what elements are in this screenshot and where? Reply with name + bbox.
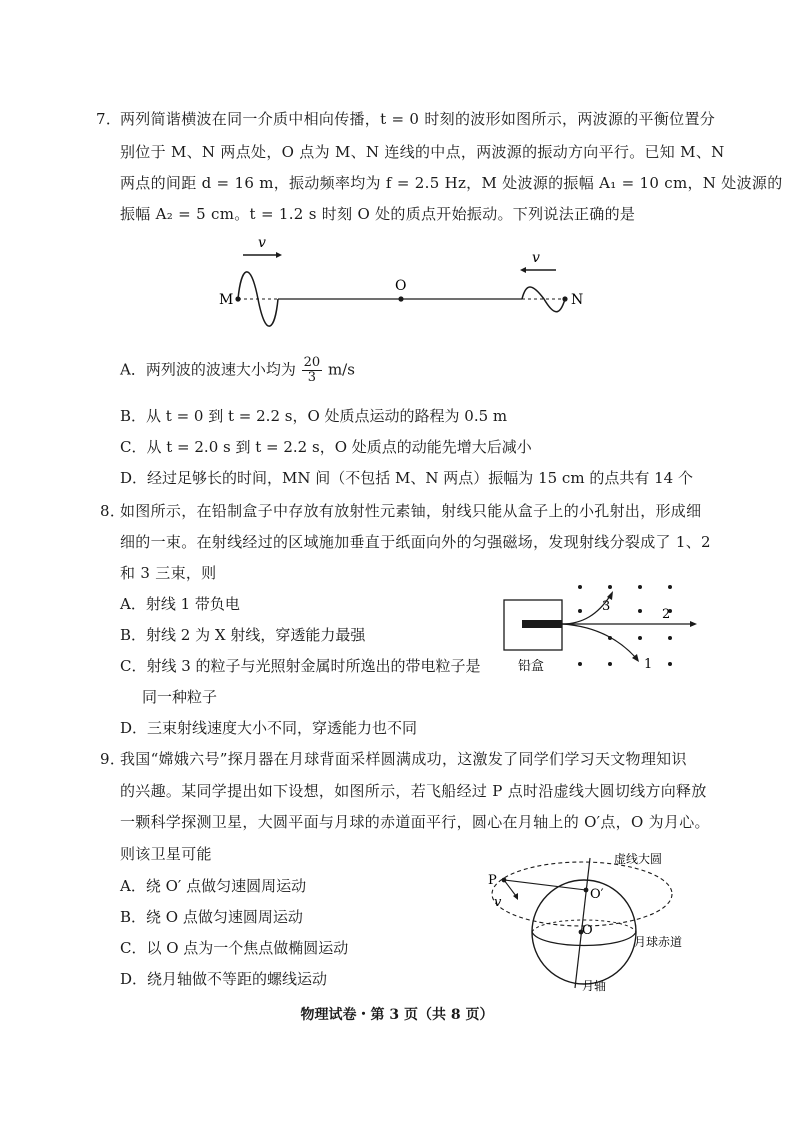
q7-option-D: D．经过足够长的时间，MN 间（不包括 M、N 两点）振幅为 15 cm 的点共有 14 个	[120, 469, 693, 487]
q7-v-right: v	[532, 250, 540, 266]
q9-number: 9．	[100, 750, 126, 768]
q7-number: 7．	[96, 110, 122, 128]
q9-moon-figure	[480, 846, 700, 996]
q9-point-P	[502, 878, 507, 883]
q7-label-M: M	[219, 292, 234, 308]
q9-label-axis: 月轴	[582, 979, 607, 993]
q8-option-A: A．射线 1 带负电	[120, 595, 240, 613]
q9-label-equator: 月球赤道	[634, 935, 683, 949]
q8-label-1: 1	[644, 657, 653, 672]
q7-point-M	[235, 296, 240, 301]
q8-line-2: 细的一束。在射线经过的区域施加垂直于纸面向外的匀强磁场，发现射线分裂成了 1、2	[120, 533, 711, 551]
q7-option-A-unit: m/s	[327, 360, 355, 379]
q8-label-2: 2	[662, 607, 671, 622]
q8-option-C-continued: 同一种粒子	[142, 688, 218, 706]
q8-line-1: 如图所示，在铅制盒子中存放有放射性元素铀，射线只能从盒子上的小孔射出，形成细	[120, 502, 702, 520]
q7-option-C: C．从 t = 2.0 s 到 t = 2.2 s，O 处质点的动能先增大后减小	[120, 438, 532, 456]
q9-velocity-line	[504, 880, 516, 896]
q9-line-1: 我国“嫦娥六号”探月器在月球背面采样圆满成功，这激发了同学们学习天文物理知识	[120, 750, 687, 768]
q7-option-A	[120, 356, 355, 385]
q9-label-O: O	[582, 923, 593, 938]
q9-velocity-arrow-icon	[513, 893, 518, 900]
q9-label-P: P	[488, 873, 497, 888]
q8-beam-1	[562, 624, 636, 658]
q7-fraction-denominator: 3	[307, 370, 317, 385]
q8-number: 8．	[100, 502, 126, 520]
q7-point-O	[398, 296, 403, 301]
q7-arrowhead-left-icon	[520, 267, 526, 273]
q7-label-O: O	[395, 278, 407, 294]
q9-line-3: 一颗科学探测卫星，大圆平面与月球的赤道面平行，圆心在月轴上的 O′点，O 为月心。	[120, 813, 710, 831]
q7-line-3: 两点的间距 d = 16 m，振动频率均为 f = 2.5 Hz，M 处波源的振幅 A₁ = 10 cm，N 处波源的	[120, 174, 783, 192]
q9-label-dashed-circle: 虚线大圆	[614, 852, 663, 866]
q7-point-N	[562, 296, 567, 301]
q7-fraction-numerator: 20	[303, 355, 321, 370]
q8-label-box: 铅盒	[518, 659, 545, 674]
q9-option-D: D．绕月轴做不等距的螺线运动	[120, 970, 328, 988]
q7-line-2: 别位于 M、N 两点处，O 点为 M、N 连线的中点，两波源的振动方向平行。已知 M、N	[120, 143, 725, 161]
q8-label-3: 3	[602, 599, 611, 614]
q8-field-dots	[578, 585, 672, 666]
q8-beam-2-arrow-icon	[690, 621, 697, 627]
q9-label-v: v	[494, 895, 502, 910]
q8-option-B: B．射线 2 为 X 射线，穿透能力最强	[120, 626, 366, 644]
q7-option-B: B．从 t = 0 到 t = 2.2 s，O 处质点运动的路程为 0.5 m	[120, 407, 508, 425]
q9-option-A: A．绕 O′ 点做匀速圆周运动	[120, 877, 307, 895]
q8-line-3: 和 3 三束，则	[120, 564, 217, 582]
q9-option-C: C．以 O 点为一个焦点做椭圆运动	[120, 939, 349, 957]
q9-dashed-circle	[492, 862, 672, 926]
q9-label-O-prime: O′	[590, 887, 604, 902]
q7-option-A-fraction	[302, 356, 323, 385]
q7-wave-figure	[210, 228, 600, 340]
q7-line-1: 两列简谐横波在同一介质中相向传播，t = 0 时刻的波形如图所示，两波源的平衡位置分	[120, 110, 716, 128]
q8-option-C: C．射线 3 的粒子与光照射金属时所逸出的带电粒子是	[120, 657, 481, 675]
q9-line-4: 则该卫星可能	[120, 845, 212, 863]
q7-option-A-text: A．两列波的波速大小均为	[120, 360, 296, 379]
q9-line-2: 的兴趣。某同学提出如下设想，如图所示，若飞船经过 P 点时沿虚线大圆切线方向释放	[120, 782, 707, 800]
q8-radiation-figure	[498, 578, 708, 684]
q9-point-O-prime	[584, 888, 589, 893]
q7-v-left: v	[258, 235, 266, 251]
q7-arrowhead-right-icon	[276, 252, 282, 258]
q9-option-B: B．绕 O 点做匀速圆周运动	[120, 908, 303, 926]
q7-line-4: 振幅 A₂ = 5 cm。t = 1.2 s 时刻 O 处的质点开始振动。下列说法正确的是	[120, 205, 636, 223]
q8-option-D: D．三束射线速度大小不同，穿透能力也不同	[120, 719, 418, 737]
q8-box-hole	[522, 620, 562, 628]
q7-label-N: N	[571, 292, 584, 308]
page-footer: 物理试卷・第 3 页（共 8 页）	[300, 1007, 494, 1023]
